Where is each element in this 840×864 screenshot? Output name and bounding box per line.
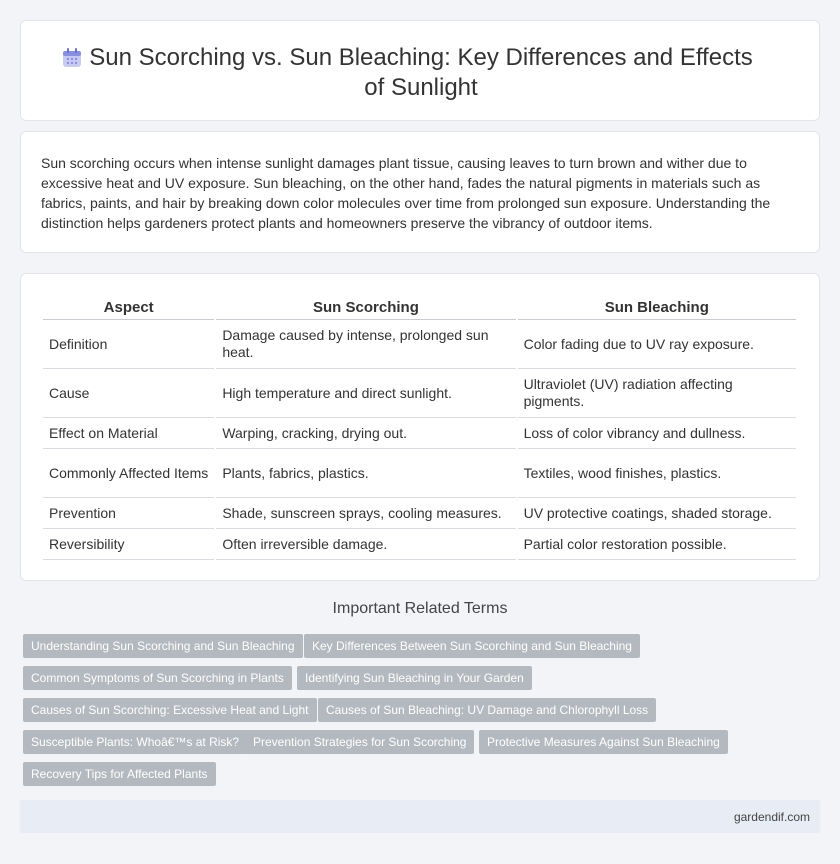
related-term-tag[interactable]: Causes of Sun Bleaching: UV Damage and Chlorophyll Loss (318, 698, 656, 722)
table-cell: Reversibility (43, 529, 214, 560)
title-card (20, 20, 820, 121)
footer (20, 800, 820, 833)
table-cell: High temperature and direct sunlight. (216, 369, 515, 418)
table-cell: Loss of color vibrancy and dullness. (518, 418, 796, 449)
table-row (43, 418, 796, 449)
table-row (43, 529, 796, 560)
related-term-tag[interactable]: Causes of Sun Scorching: Excessive Heat and Light (23, 698, 317, 722)
table-row (43, 449, 796, 498)
table-header-row (43, 296, 796, 320)
related-terms-title: Important Related Terms (332, 600, 508, 617)
header-aspect: Aspect (43, 296, 214, 320)
table-row (43, 498, 796, 529)
table-cell: Ultraviolet (UV) radiation affecting pigments. (518, 369, 796, 418)
related-term-tag[interactable]: Susceptible Plants: Whoâ€™s at Risk? (23, 730, 247, 754)
related-term-tag[interactable]: Protective Measures Against Sun Bleaching (479, 730, 728, 754)
table-cell: Cause (43, 369, 214, 418)
site-link[interactable]: gardendif.com (733, 810, 810, 824)
table-cell: Color fading due to UV ray exposure. (518, 320, 796, 369)
table-cell: Definition (43, 320, 214, 369)
related-term-tag[interactable]: Common Symptoms of Sun Scorching in Plants (23, 666, 292, 690)
table-cell: UV protective coatings, shaded storage. (518, 498, 796, 529)
table-cell: Plants, fabrics, plastics. (216, 449, 515, 498)
table-cell: Prevention (43, 498, 214, 529)
table-row (43, 320, 796, 369)
table-cell: Textiles, wood finishes, plastics. (518, 449, 796, 498)
intro-card (20, 131, 820, 253)
related-term-tag[interactable]: Recovery Tips for Affected Plants (23, 762, 216, 786)
table-row (43, 369, 796, 418)
comparison-card (20, 273, 820, 581)
table-cell: Often irreversible damage. (216, 529, 515, 560)
table-cell: Effect on Material (43, 418, 214, 449)
table-cell: Commonly Affected Items (43, 449, 214, 498)
related-term-tag[interactable]: Prevention Strategies for Sun Scorching (245, 730, 474, 754)
intro-paragraph: Sun scorching occurs when intense sunlight damages plant tissue, causing leaves to turn brown and wither due to excessive heat and UV exposure. Sun bleaching, on the other hand, fades the natural pigments in materials such as fabrics, paints, and hair by breaking down color molecules over time from prolonged sun exposure. Understanding the distinction helps gardeners protect plants and homeowners preserve the vibrancy of outdoor items. (41, 155, 771, 231)
related-term-tag[interactable]: Identifying Sun Bleaching in Your Garden (297, 666, 532, 690)
table-cell: Damage caused by intense, prolonged sun heat. (216, 320, 515, 369)
header-sun-scorching: Sun Scorching (216, 296, 515, 320)
comparison-table (41, 296, 798, 560)
related-term-tag[interactable]: Understanding Sun Scorching and Sun Bleaching (23, 634, 303, 658)
table-cell: Partial color restoration possible. (518, 529, 796, 560)
table-cell: Warping, cracking, drying out. (216, 418, 515, 449)
related-term-tag[interactable]: Key Differences Between Sun Scorching and Sun Bleaching (304, 634, 640, 658)
table-cell: Shade, sunscreen sprays, cooling measures. (216, 498, 515, 529)
page-title: Sun Scorching vs. Sun Bleaching: Key Differences and Effects of Sunlight (89, 44, 753, 101)
header-sun-bleaching: Sun Bleaching (518, 296, 796, 320)
